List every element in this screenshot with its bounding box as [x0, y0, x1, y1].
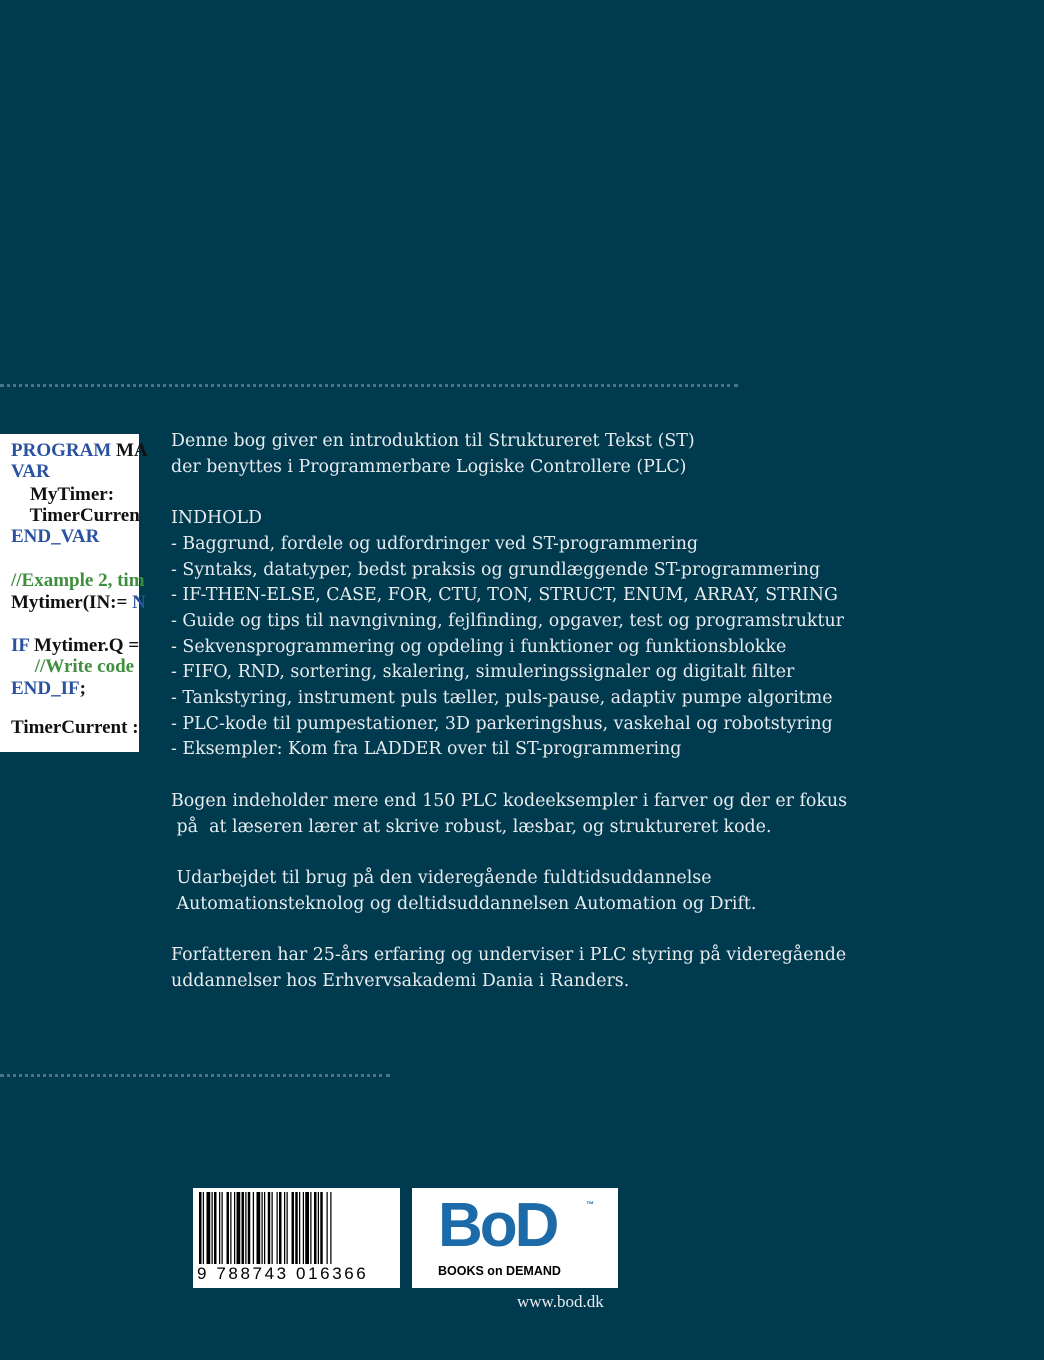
contents-item: - Syntaks, datatyper, bedst praksis og grundlæggende ST-programmering — [171, 559, 821, 580]
barcode-bar — [222, 1192, 223, 1264]
barcode-bar — [214, 1192, 217, 1264]
contents-item: - Guide og tips til navngivning, fejlfinding, opgaver, test og programstruktur — [171, 610, 844, 631]
contents-item: - Eksempler: Kom fra LADDER over til ST-programmering — [171, 739, 682, 760]
contents-item: - PLC-kode til pumpestationer, 3D parkeringshus, vaskehal og robotstyring — [171, 713, 833, 734]
back-cover-blurb — [171, 429, 891, 994]
code-line — [11, 635, 139, 657]
intro-line: Denne bog giver en introduktion til Struktureret Tekst (ST) — [171, 431, 695, 451]
barcode-bar — [318, 1192, 319, 1264]
code-line — [11, 440, 148, 462]
contents-item: - Sekvensprogrammering og opdeling i funktioner og funktionsblokke — [171, 636, 787, 657]
code-text: ; — [79, 678, 86, 699]
barcode-bar — [234, 1192, 235, 1264]
barcode-bar — [230, 1192, 231, 1264]
code-comment: //Example 2, tim — [11, 570, 145, 591]
barcode-bar — [299, 1192, 300, 1264]
isbn-digits: 9 788743 016366 — [197, 1264, 369, 1283]
code-line — [11, 461, 50, 483]
barcode-bar — [314, 1192, 317, 1264]
code-line: TimerCurren — [11, 505, 140, 526]
barcode-bar — [330, 1192, 331, 1264]
barcode-bar — [237, 1192, 241, 1264]
barcode-bar — [242, 1192, 245, 1264]
barcode-bar — [287, 1192, 288, 1264]
intro-line: der benyttes i Programmerbare Logiske Controllere (PLC) — [171, 456, 687, 477]
barcode-bars — [193, 1188, 400, 1266]
barcode-bar — [272, 1192, 273, 1264]
author-line: Forfatteren har 25-års erfaring og underviser i PLC styring på videregående — [171, 945, 847, 965]
bottom-dotted-rule — [0, 1074, 390, 1077]
contents-item: - IF-THEN-ELSE, CASE, FOR, CTU, TON, STRUCT, ENUM, ARRAY, STRING — [171, 585, 838, 606]
barcode-bar — [279, 1192, 282, 1264]
barcode-bar — [303, 1192, 304, 1264]
barcode-bar — [320, 1192, 323, 1264]
contents-item: - Tankstyring, instrument puls tæller, puls-pause, adaptiv pumpe algoritme — [171, 688, 833, 709]
barcode-bar — [248, 1192, 251, 1264]
barcode-bar — [262, 1192, 263, 1264]
code-keyword: PROGRAM — [11, 440, 112, 461]
code-line — [11, 526, 99, 548]
bod-logo-text: BoD — [438, 1191, 557, 1260]
code-line: MyTimer: — [11, 484, 115, 505]
author-line: uddannelser hos Erhvervsakademi Dania i Randers. — [171, 970, 630, 991]
code-keyword: END_IF — [11, 678, 80, 699]
barcode-bar — [207, 1192, 211, 1264]
barcode-bar — [227, 1192, 230, 1264]
barcode-bar — [310, 1192, 311, 1264]
isbn-barcode — [193, 1188, 400, 1288]
code-line: TimerCurrent : — [11, 717, 139, 738]
barcode-bar — [253, 1192, 254, 1264]
contents-heading: INDHOLD — [171, 508, 262, 529]
code-snippet-panel — [0, 434, 148, 752]
bod-tagline: BOOKS on DEMAND — [438, 1264, 561, 1278]
barcode-bar — [295, 1192, 298, 1264]
barcode-bar — [277, 1192, 278, 1264]
barcode-bar — [327, 1192, 328, 1264]
barcode-bar — [292, 1192, 295, 1264]
barcode-bar — [199, 1192, 202, 1264]
code-text: Mytimer.Q = — [29, 635, 140, 656]
barcode-bar — [245, 1192, 246, 1264]
publisher-url: www.bod.dk — [517, 1292, 604, 1311]
publisher-logo — [412, 1188, 618, 1288]
audience-line: Udarbejdet til brug på den videregående fuldtidsuddannelse — [171, 867, 712, 888]
code-text: MA — [111, 440, 148, 461]
code-comment: //Write code — [11, 656, 135, 677]
code-keyword: END_VAR — [11, 526, 100, 547]
trademark-symbol: ™ — [586, 1200, 594, 1209]
barcode-bar — [305, 1192, 309, 1264]
contents-item: - FIFO, RND, sortering, skalering, simuleringssignaler og digitalt filter — [171, 662, 795, 683]
barcode-bar — [203, 1192, 204, 1264]
barcode-bar — [284, 1192, 285, 1264]
focus-line: på at læseren lærer at skrive robust, læsbar, og struktureret kode. — [171, 816, 772, 837]
audience-line: Automationsteknolog og deltidsuddannelsen Automation og Drift. — [171, 893, 757, 914]
focus-line: Bogen indeholder mere end 150 PLC kodeeksempler i farver og der er fokus — [171, 790, 848, 811]
barcode-bar — [268, 1192, 271, 1264]
barcode-bar — [257, 1192, 261, 1264]
barcode-bar — [219, 1192, 220, 1264]
code-text: Mytimer(IN:= — [11, 592, 133, 613]
code-line — [11, 592, 146, 614]
top-dotted-rule — [0, 384, 738, 387]
code-keyword: IF — [11, 635, 30, 656]
code-keyword: VAR — [11, 461, 50, 482]
code-line — [11, 678, 86, 700]
barcode-bar — [212, 1192, 213, 1264]
contents-item: - Baggrund, fordele og udfordringer ved ST-programmering — [171, 533, 699, 554]
barcode-bar — [264, 1192, 265, 1264]
code-keyword: N — [132, 592, 146, 613]
